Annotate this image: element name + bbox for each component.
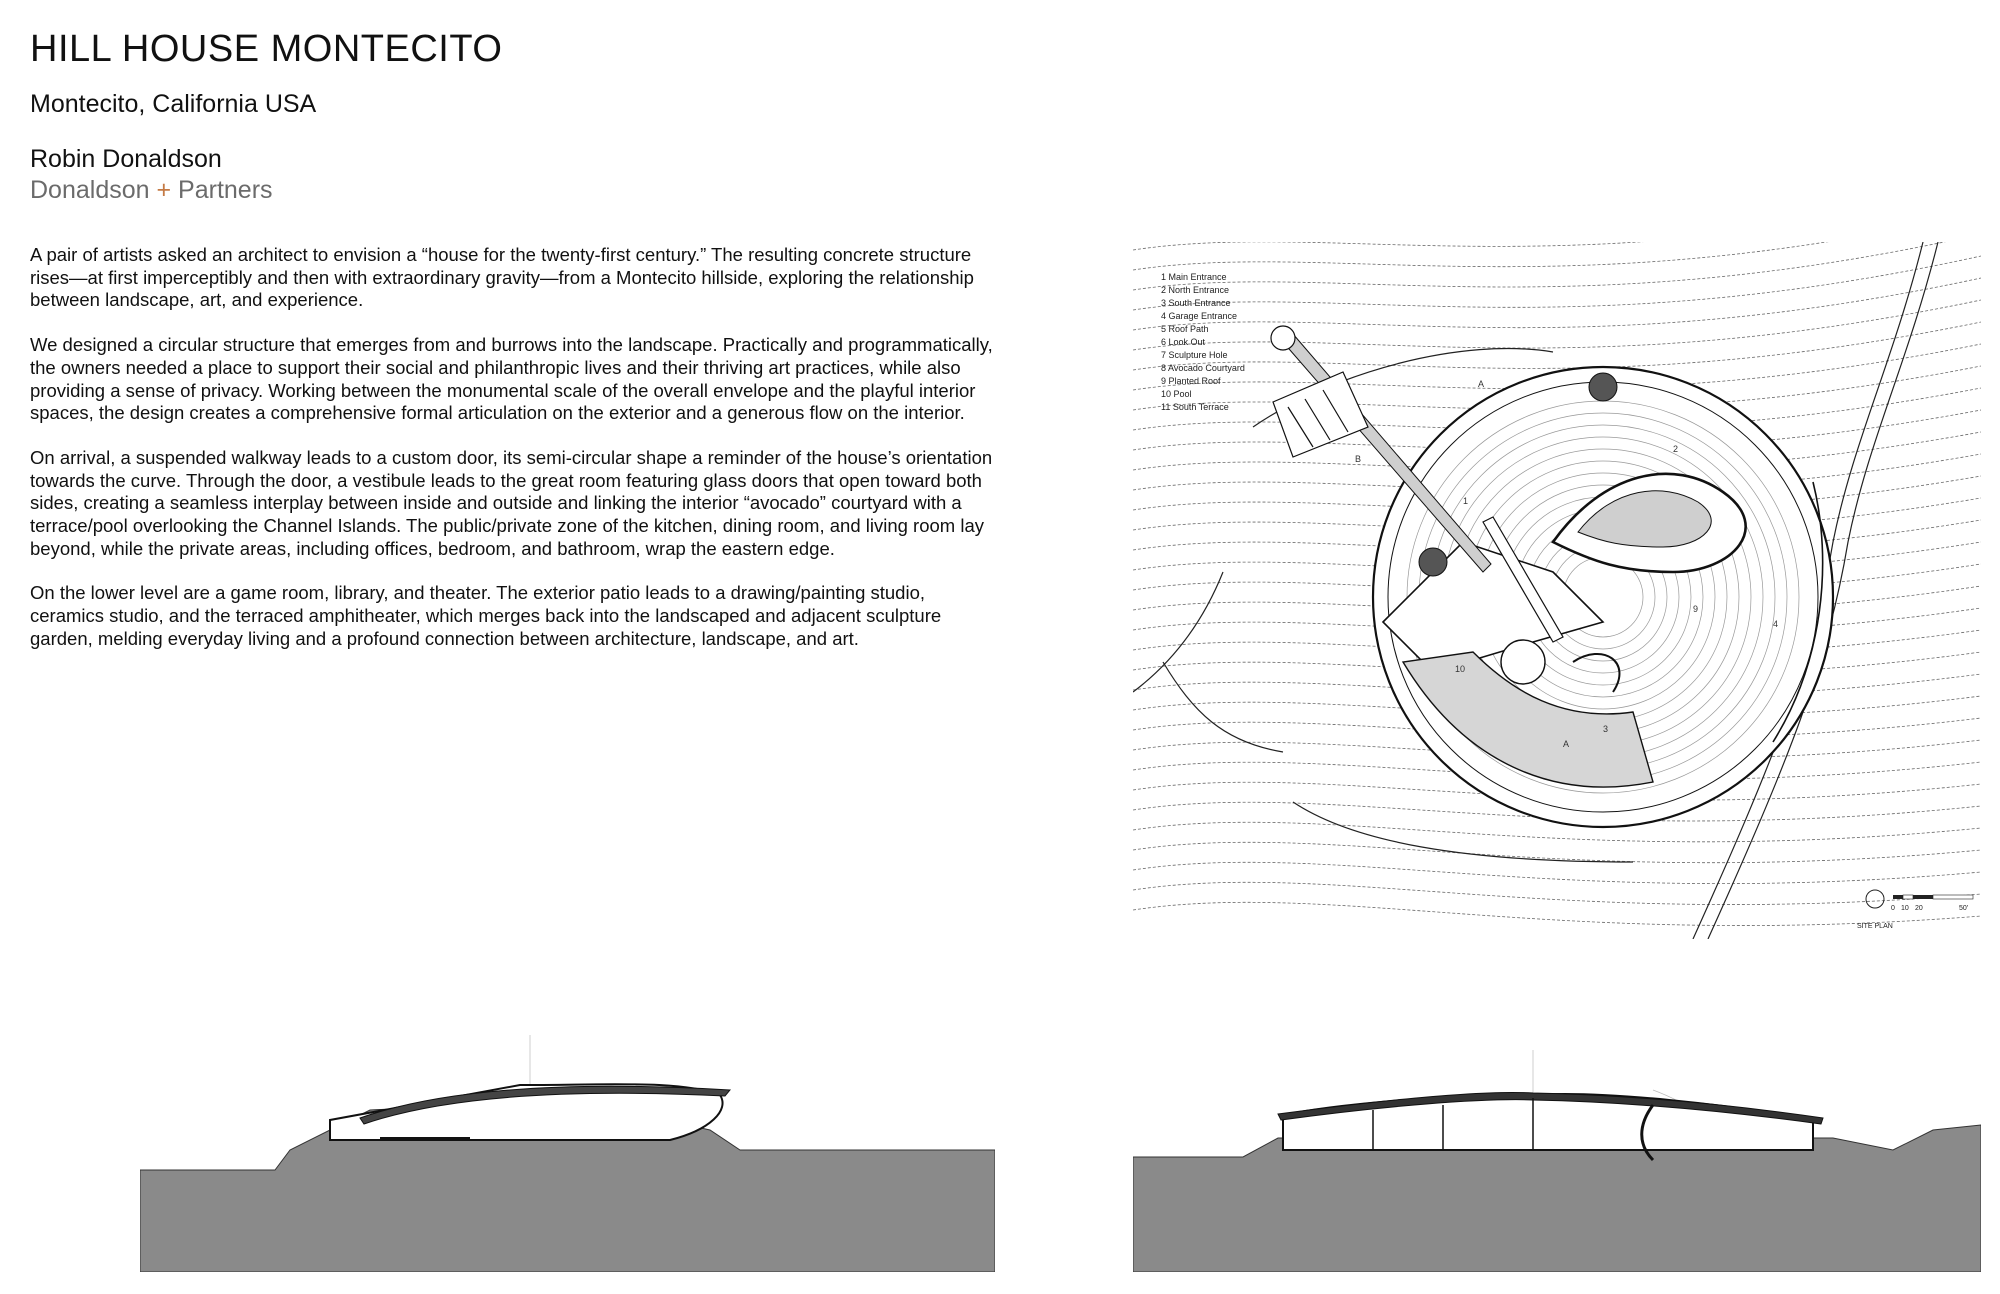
legend-item: 8 Avocado Courtyard: [1161, 363, 1245, 373]
project-title: HILL HOUSE MONTECITO: [30, 28, 503, 70]
section-drawing-left: [140, 1010, 995, 1272]
section-mark: A: [1563, 739, 1570, 749]
legend-item: 2 North Entrance: [1161, 285, 1230, 295]
firm-plus-sign: +: [156, 176, 172, 204]
legend-item: 1 Main Entrance: [1161, 272, 1227, 282]
legend-item: 6 Look Out: [1161, 337, 1206, 347]
room-number: 2: [1673, 444, 1679, 454]
legend-item: 7 Sculpture Hole: [1161, 350, 1228, 360]
architect-name: Robin Donaldson: [30, 145, 222, 173]
room-number: 1: [1463, 496, 1469, 506]
scale-label: 50': [1959, 905, 1969, 912]
firm-name: [30, 176, 273, 205]
project-description: [30, 244, 1000, 673]
legend-item: 9 Planted Roof: [1161, 376, 1221, 386]
legend-item: 3 South Entrance: [1161, 298, 1231, 308]
room-number: 3: [1603, 724, 1609, 734]
legend-item: 5 Roof Path: [1161, 324, 1209, 334]
room-number: 9: [1693, 604, 1699, 614]
description-paragraph: On arrival, a suspended walkway leads to a custom door, its semi-circular shape a reminder of the house’s orientation towards the curve. Through the door, a vestibule leads to the great room featuring glass doors that open toward both sides, creating a seamless interplay between inside and outside and linking the interior “avocado” courtyard with a terrace/pool overlooking the Channel Islands. The public/private zone of the kitchen, dining room, and living room lay beyond, while the private areas, including offices, bedroom, and bathroom, wrap the eastern edge.: [30, 446, 993, 559]
room-number: 10: [1455, 664, 1466, 674]
site-plan-caption: SITE PLAN: [1857, 923, 1893, 930]
legend-item: 11 South Terrace: [1161, 402, 1229, 412]
house-interior: [1283, 1094, 1813, 1150]
description-paragraph: We designed a circular structure that emerges from and burrows into the landscape. Practically and programmatically, the owners needed a place to support their social and philanthropic lives and their thriving art practices, while also providing a sense of privacy. Working between the monumental scale of the overall envelope and the playful interior spaces, the design creates a comprehensive formal articulation on the exterior and a generous flow on the interior.: [30, 334, 993, 424]
section-mark: B: [1355, 454, 1362, 464]
description-paragraph: On the lower level are a game room, library, and theater. The exterior patio leads to a drawing/painting studio, ceramics studio, and the terraced amphitheater, which merges back into the landscaped and adjacent sculpture garden, melding everyday living and a profound connection between architecture, landscape, and art.: [30, 582, 942, 649]
firm-name-part-b: Partners: [178, 176, 273, 204]
section-mark: A: [1478, 379, 1485, 389]
firm-name-part-a: Donaldson: [30, 176, 150, 204]
site-plan-drawing: [1133, 242, 1981, 939]
project-location: Montecito, California USA: [30, 90, 317, 118]
scale-label: 0: [1891, 905, 1895, 912]
room-number: 4: [1773, 619, 1779, 629]
legend-item: 4 Garage Entrance: [1161, 311, 1238, 321]
scale-label: 10: [1901, 905, 1909, 912]
section-drawing-right: [1133, 1050, 1981, 1272]
scale-label: 20: [1915, 905, 1923, 912]
description-paragraph: A pair of artists asked an architect to envision a “house for the twenty-first century.” The resulting concrete structure rises—at first imperceptibly and then with extraordinary gravity—from a Montecito hillside, exploring the relationship between landscape, art, and experience.: [30, 244, 974, 311]
legend-item: 10 Pool: [1161, 389, 1192, 399]
